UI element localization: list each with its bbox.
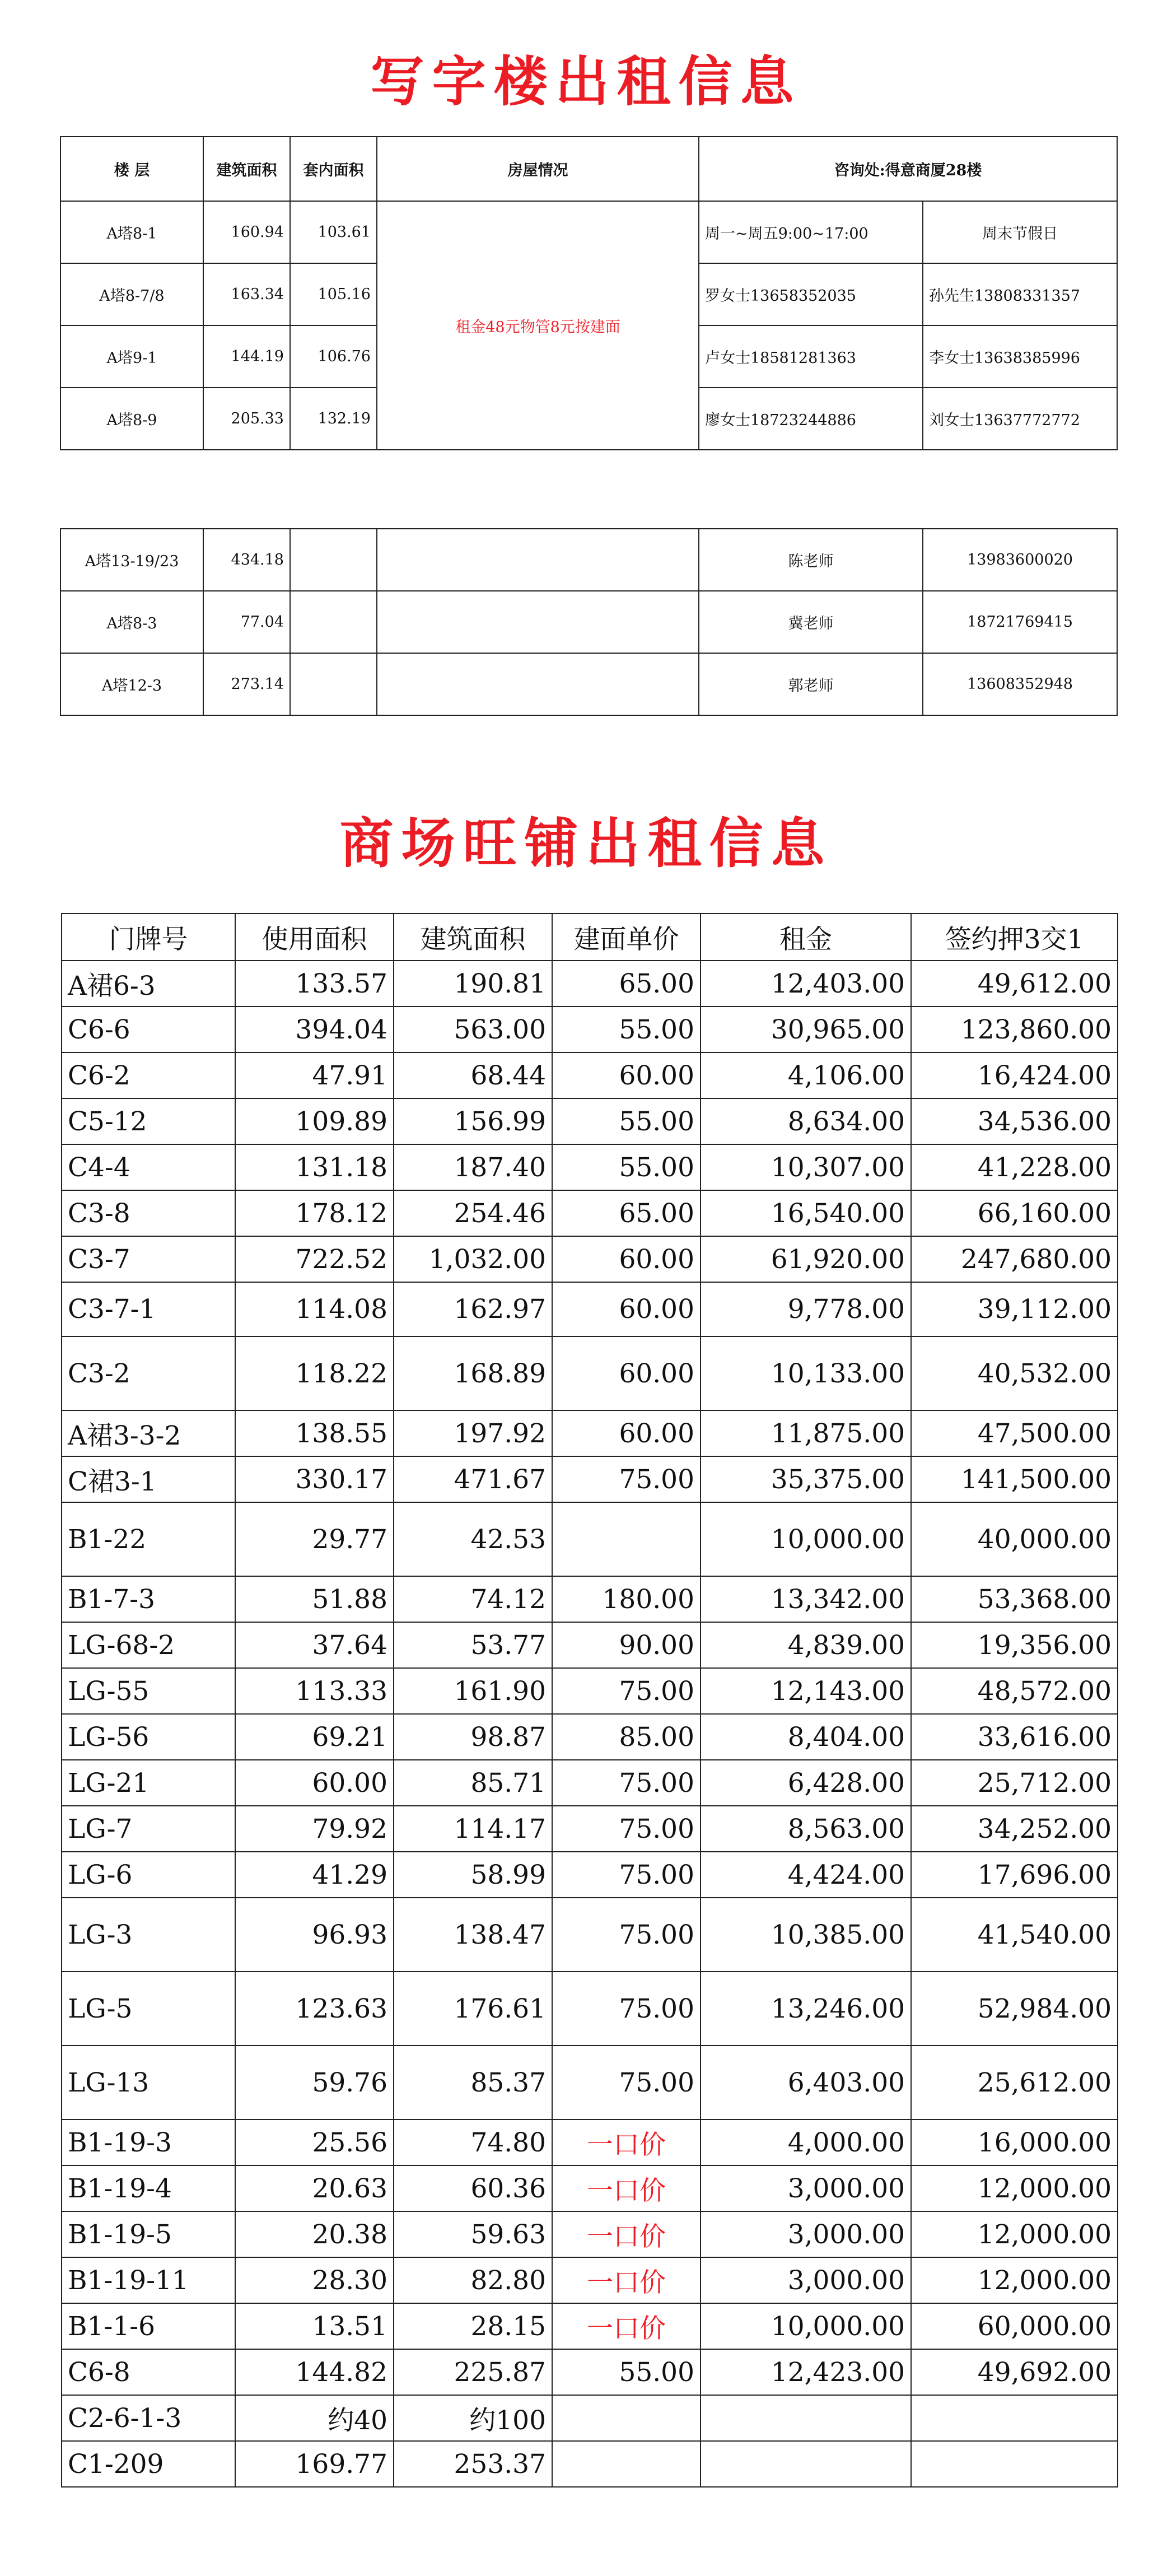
use-area-cell: 29.77 (235, 1502, 394, 1576)
floor-cell: A塔9-1 (60, 325, 203, 388)
rent-cell: 3,000.00 (701, 2211, 911, 2257)
table-row (62, 2120, 1118, 2165)
contact-cell: 李女士13638385996 (923, 325, 1117, 388)
shop-id-cell: LG-13 (62, 2046, 235, 2120)
unit-price-cell: 一口价 (552, 2257, 701, 2303)
table-row (62, 1806, 1118, 1852)
shop-table (61, 913, 1118, 2488)
build-area-cell: 约100 (394, 2395, 552, 2441)
table-row (62, 2303, 1118, 2349)
unit-price-cell: 55.00 (552, 1098, 701, 1144)
table-row (62, 2349, 1118, 2395)
use-area-cell: 118.22 (235, 1336, 394, 1410)
shop-id-cell: LG-56 (62, 1714, 235, 1760)
rent-cell: 30,965.00 (701, 1007, 911, 1052)
table-row (62, 1576, 1118, 1622)
build-area-cell: 85.37 (394, 2046, 552, 2120)
deposit-cell: 34,252.00 (911, 1806, 1118, 1852)
deposit-cell: 19,356.00 (911, 1622, 1118, 1668)
build-area-cell: 60.36 (394, 2165, 552, 2211)
rent-cell: 4,839.00 (701, 1622, 911, 1668)
shop-id-cell: C3-2 (62, 1336, 235, 1410)
use-area-cell: 37.64 (235, 1622, 394, 1668)
office-header-row (60, 137, 1117, 201)
header-rent: 租金 (701, 914, 911, 961)
rent-cell (701, 2441, 911, 2487)
office-table-2 (60, 528, 1118, 716)
use-area-cell: 约40 (235, 2395, 394, 2441)
header-inner-area: 套内面积 (290, 137, 377, 201)
build-area-cell: 98.87 (394, 1714, 552, 1760)
inner-area-cell: 103.61 (290, 201, 377, 263)
floor-cell: A塔8-3 (60, 591, 203, 653)
unit-price-cell: 60.00 (552, 1282, 701, 1336)
rent-cell: 12,143.00 (701, 1668, 911, 1714)
building-area-cell: 144.19 (203, 325, 290, 388)
unit-price-cell: 60.00 (552, 1410, 701, 1456)
inner-area-cell (290, 653, 377, 715)
unit-price-cell: 65.00 (552, 961, 701, 1007)
build-area-cell: 161.90 (394, 1668, 552, 1714)
use-area-cell: 178.12 (235, 1190, 394, 1236)
shop-id-cell: C1-209 (62, 2441, 235, 2487)
office-title: 写字楼出租信息 (370, 50, 802, 113)
use-area-cell: 133.57 (235, 961, 394, 1007)
build-area-cell: 85.71 (394, 1760, 552, 1806)
use-area-cell: 41.29 (235, 1852, 394, 1898)
table-row (62, 1236, 1118, 1282)
rent-cell: 3,000.00 (701, 2257, 911, 2303)
header-floor: 楼 层 (60, 137, 203, 201)
deposit-cell: 49,612.00 (911, 961, 1118, 1007)
shop-id-cell: B1-19-3 (62, 2120, 235, 2165)
rent-cell: 9,778.00 (701, 1282, 911, 1336)
use-area-cell: 131.18 (235, 1144, 394, 1190)
table-row (62, 2257, 1118, 2303)
table-row (60, 201, 1117, 263)
contact-cell: 刘女士13637772772 (923, 388, 1117, 450)
table-row (62, 2165, 1118, 2211)
build-area-cell: 114.17 (394, 1806, 552, 1852)
floor-cell: A塔8-1 (60, 201, 203, 263)
build-area-cell: 68.44 (394, 1052, 552, 1098)
shop-id-cell: LG-6 (62, 1852, 235, 1898)
use-area-cell: 60.00 (235, 1760, 394, 1806)
unit-price-cell: 55.00 (552, 1007, 701, 1052)
rent-cell: 4,106.00 (701, 1052, 911, 1098)
use-area-cell: 109.89 (235, 1098, 394, 1144)
deposit-cell: 60,000.00 (911, 2303, 1118, 2349)
use-area-cell: 123.63 (235, 1972, 394, 2046)
use-area-cell: 47.91 (235, 1052, 394, 1098)
condition-cell (377, 653, 699, 715)
inner-area-cell (290, 529, 377, 591)
condition-cell (377, 591, 699, 653)
table-row (62, 1502, 1118, 1576)
build-area-cell: 53.77 (394, 1622, 552, 1668)
table-row (62, 1190, 1118, 1236)
contact-cell: 罗女士13658352035 (699, 263, 923, 325)
shop-id-cell: LG-21 (62, 1760, 235, 1806)
rent-cell: 13,246.00 (701, 1972, 911, 2046)
table-row (62, 1007, 1118, 1052)
shop-id-cell: C2-6-1-3 (62, 2395, 235, 2441)
deposit-cell: 47,500.00 (911, 1410, 1118, 1456)
header-shop-id: 门牌号 (62, 914, 235, 961)
table-row (60, 653, 1117, 715)
table-row (62, 1898, 1118, 1972)
build-area-cell: 187.40 (394, 1144, 552, 1190)
build-area-cell: 1,032.00 (394, 1236, 552, 1282)
build-area-cell: 254.46 (394, 1190, 552, 1236)
deposit-cell: 33,616.00 (911, 1714, 1118, 1760)
build-area-cell: 168.89 (394, 1336, 552, 1410)
rent-cell: 8,563.00 (701, 1806, 911, 1852)
unit-price-cell: 60.00 (552, 1336, 701, 1410)
shop-id-cell: C3-8 (62, 1190, 235, 1236)
contact-name: 陈老师 (699, 529, 923, 591)
rent-cell: 6,428.00 (701, 1760, 911, 1806)
use-area-cell: 113.33 (235, 1668, 394, 1714)
table-row (62, 1144, 1118, 1190)
build-area-cell: 74.12 (394, 1576, 552, 1622)
deposit-cell: 25,612.00 (911, 2046, 1118, 2120)
deposit-cell: 12,000.00 (911, 2165, 1118, 2211)
deposit-cell (911, 2395, 1118, 2441)
deposit-cell: 48,572.00 (911, 1668, 1118, 1714)
unit-price-cell: 180.00 (552, 1576, 701, 1622)
rent-cell: 12,423.00 (701, 2349, 911, 2395)
deposit-cell: 49,692.00 (911, 2349, 1118, 2395)
floor-cell: A塔8-7/8 (60, 263, 203, 325)
contact-phone: 13608352948 (923, 653, 1117, 715)
build-area-cell: 176.61 (394, 1972, 552, 2046)
building-area-cell: 205.33 (203, 388, 290, 450)
shop-id-cell: LG-68-2 (62, 1622, 235, 1668)
table-row (62, 2395, 1118, 2441)
unit-price-cell: 65.00 (552, 1190, 701, 1236)
build-area-cell: 225.87 (394, 2349, 552, 2395)
build-area-cell: 74.80 (394, 2120, 552, 2165)
build-area-cell: 28.15 (394, 2303, 552, 2349)
floor-cell: A塔13-19/23 (60, 529, 203, 591)
use-area-cell: 79.92 (235, 1806, 394, 1852)
deposit-cell: 41,540.00 (911, 1898, 1118, 1972)
office-table (60, 136, 1118, 450)
table-row (62, 1052, 1118, 1098)
deposit-cell: 39,112.00 (911, 1282, 1118, 1336)
use-area-cell: 96.93 (235, 1898, 394, 1972)
shop-id-cell: C6-6 (62, 1007, 235, 1052)
shop-id-cell: C3-7-1 (62, 1282, 235, 1336)
condition-cell (377, 529, 699, 591)
rent-cell: 8,404.00 (701, 1714, 911, 1760)
table-row (62, 1456, 1118, 1502)
contact-cell: 孙先生13808331357 (923, 263, 1117, 325)
table-row (62, 1668, 1118, 1714)
table-row (62, 1760, 1118, 1806)
shop-id-cell: B1-19-5 (62, 2211, 235, 2257)
rent-cell: 61,920.00 (701, 1236, 911, 1282)
use-area-cell: 169.77 (235, 2441, 394, 2487)
table-row (62, 1410, 1118, 1456)
floor-cell: A塔8-9 (60, 388, 203, 450)
shop-id-cell: C裙3-1 (62, 1456, 235, 1502)
shop-id-cell: B1-7-3 (62, 1576, 235, 1622)
table-row (62, 1336, 1118, 1410)
table-row (62, 1714, 1118, 1760)
unit-price-cell (552, 2441, 701, 2487)
table-row (62, 1622, 1118, 1668)
unit-price-cell: 90.00 (552, 1622, 701, 1668)
shop-id-cell: B1-19-11 (62, 2257, 235, 2303)
contact-phone: 18721769415 (923, 591, 1117, 653)
build-area-cell: 59.63 (394, 2211, 552, 2257)
table-row (62, 2211, 1118, 2257)
unit-price-cell: 75.00 (552, 2046, 701, 2120)
deposit-cell: 12,000.00 (911, 2211, 1118, 2257)
contact-cell: 卢女士18581281363 (699, 325, 923, 388)
use-area-cell: 330.17 (235, 1456, 394, 1502)
unit-price-cell: 75.00 (552, 1668, 701, 1714)
deposit-cell: 25,712.00 (911, 1760, 1118, 1806)
deposit-cell: 247,680.00 (911, 1236, 1118, 1282)
shop-id-cell: A裙3-3-2 (62, 1410, 235, 1456)
inner-area-cell: 105.16 (290, 263, 377, 325)
build-area-cell: 197.92 (394, 1410, 552, 1456)
use-area-cell: 51.88 (235, 1576, 394, 1622)
shop-id-cell: C6-2 (62, 1052, 235, 1098)
contact-phone: 13983600020 (923, 529, 1117, 591)
inner-area-cell: 132.19 (290, 388, 377, 450)
deposit-cell: 41,228.00 (911, 1144, 1118, 1190)
build-area-cell: 82.80 (394, 2257, 552, 2303)
deposit-cell: 53,368.00 (911, 1576, 1118, 1622)
rent-cell: 8,634.00 (701, 1098, 911, 1144)
rent-cell: 12,403.00 (701, 961, 911, 1007)
use-area-cell: 722.52 (235, 1236, 394, 1282)
shop-id-cell: LG-7 (62, 1806, 235, 1852)
shop-id-cell: B1-22 (62, 1502, 235, 1576)
unit-price-cell: 75.00 (552, 1760, 701, 1806)
deposit-cell: 40,000.00 (911, 1502, 1118, 1576)
header-condition: 房屋情况 (377, 137, 699, 201)
unit-price-cell: 75.00 (552, 1898, 701, 1972)
unit-price-cell (552, 1502, 701, 1576)
unit-price-cell: 一口价 (552, 2303, 701, 2349)
build-area-cell: 190.81 (394, 961, 552, 1007)
shop-id-cell: LG-5 (62, 1972, 235, 2046)
deposit-cell: 40,532.00 (911, 1336, 1118, 1410)
deposit-cell (911, 2441, 1118, 2487)
unit-price-cell: 75.00 (552, 1806, 701, 1852)
header-unit-price: 建面单价 (552, 914, 701, 961)
use-area-cell: 13.51 (235, 2303, 394, 2349)
header-build-area: 建筑面积 (394, 914, 552, 961)
rent-cell: 4,000.00 (701, 2120, 911, 2165)
rent-cell: 13,342.00 (701, 1576, 911, 1622)
shop-id-cell: C3-7 (62, 1236, 235, 1282)
deposit-cell: 17,696.00 (911, 1852, 1118, 1898)
table-row (62, 2441, 1118, 2487)
table-row (62, 2046, 1118, 2120)
weekend-label: 周末节假日 (923, 201, 1117, 263)
use-area-cell: 138.55 (235, 1410, 394, 1456)
shop-id-cell: B1-1-6 (62, 2303, 235, 2349)
build-area-cell: 162.97 (394, 1282, 552, 1336)
shop-title: 商场旺铺出租信息 (339, 812, 833, 875)
use-area-cell: 114.08 (235, 1282, 394, 1336)
unit-price-cell: 一口价 (552, 2211, 701, 2257)
build-area-cell: 253.37 (394, 2441, 552, 2487)
contact-name: 郭老师 (699, 653, 923, 715)
rent-cell: 10,133.00 (701, 1336, 911, 1410)
contact-name: 冀老师 (699, 591, 923, 653)
rent-cell: 16,540.00 (701, 1190, 911, 1236)
building-area-cell: 160.94 (203, 201, 290, 263)
deposit-cell: 141,500.00 (911, 1456, 1118, 1502)
rent-cell: 10,385.00 (701, 1898, 911, 1972)
unit-price-cell (552, 2395, 701, 2441)
building-area-cell: 77.04 (203, 591, 290, 653)
deposit-cell: 66,160.00 (911, 1190, 1118, 1236)
table-row (60, 591, 1117, 653)
table-row (62, 1852, 1118, 1898)
unit-price-cell: 55.00 (552, 1144, 701, 1190)
rent-cell (701, 2395, 911, 2441)
inner-area-cell: 106.76 (290, 325, 377, 388)
shop-id-cell: C6-8 (62, 2349, 235, 2395)
build-area-cell: 58.99 (394, 1852, 552, 1898)
unit-price-cell: 55.00 (552, 2349, 701, 2395)
use-area-cell: 25.56 (235, 2120, 394, 2165)
unit-price-cell: 75.00 (552, 1852, 701, 1898)
rent-cell: 3,000.00 (701, 2165, 911, 2211)
build-area-cell: 471.67 (394, 1456, 552, 1502)
rent-cell: 4,424.00 (701, 1852, 911, 1898)
table-row (60, 529, 1117, 591)
table-row (62, 1282, 1118, 1336)
building-area-cell: 434.18 (203, 529, 290, 591)
rent-cell: 11,875.00 (701, 1410, 911, 1456)
shop-id-cell: LG-3 (62, 1898, 235, 1972)
rent-cell: 10,000.00 (701, 2303, 911, 2349)
shop-id-cell: A裙6-3 (62, 961, 235, 1007)
inner-area-cell (290, 591, 377, 653)
shop-id-cell: B1-19-4 (62, 2165, 235, 2211)
shop-id-cell: C5-12 (62, 1098, 235, 1144)
deposit-cell: 16,000.00 (911, 2120, 1118, 2165)
unit-price-cell: 85.00 (552, 1714, 701, 1760)
use-area-cell: 28.30 (235, 2257, 394, 2303)
build-area-cell: 156.99 (394, 1098, 552, 1144)
header-contact: 咨询处:得意商厦28楼 (699, 137, 1117, 201)
rent-cell: 6,403.00 (701, 2046, 911, 2120)
table-row (62, 1098, 1118, 1144)
shop-id-cell: LG-55 (62, 1668, 235, 1714)
header-deposit: 签约押3交1 (911, 914, 1118, 961)
rent-cell: 35,375.00 (701, 1456, 911, 1502)
weekday-label: 周一~周五9:00~17:00 (699, 201, 923, 263)
deposit-cell: 12,000.00 (911, 2257, 1118, 2303)
use-area-cell: 69.21 (235, 1714, 394, 1760)
shop-id-cell: C4-4 (62, 1144, 235, 1190)
unit-price-cell: 75.00 (552, 1972, 701, 2046)
table-row (62, 1972, 1118, 2046)
deposit-cell: 52,984.00 (911, 1972, 1118, 2046)
header-building-area: 建筑面积 (203, 137, 290, 201)
rent-cell: 10,307.00 (701, 1144, 911, 1190)
floor-cell: A塔12-3 (60, 653, 203, 715)
use-area-cell: 20.63 (235, 2165, 394, 2211)
build-area-cell: 138.47 (394, 1898, 552, 1972)
use-area-cell: 144.82 (235, 2349, 394, 2395)
unit-price-cell: 一口价 (552, 2165, 701, 2211)
deposit-cell: 34,536.00 (911, 1098, 1118, 1144)
unit-price-cell: 60.00 (552, 1052, 701, 1098)
header-use-area: 使用面积 (235, 914, 394, 961)
contact-cell: 廖女士18723244886 (699, 388, 923, 450)
unit-price-cell: 60.00 (552, 1236, 701, 1282)
rent-cell: 10,000.00 (701, 1502, 911, 1576)
build-area-cell: 42.53 (394, 1502, 552, 1576)
unit-price-cell: 一口价 (552, 2120, 701, 2165)
building-area-cell: 273.14 (203, 653, 290, 715)
table-row (62, 961, 1118, 1007)
unit-price-cell: 75.00 (552, 1456, 701, 1502)
rent-note: 租金48元物管8元按建面 (377, 201, 699, 450)
use-area-cell: 59.76 (235, 2046, 394, 2120)
shop-header-row (62, 914, 1118, 961)
deposit-cell: 16,424.00 (911, 1052, 1118, 1098)
deposit-cell: 123,860.00 (911, 1007, 1118, 1052)
use-area-cell: 394.04 (235, 1007, 394, 1052)
use-area-cell: 20.38 (235, 2211, 394, 2257)
building-area-cell: 163.34 (203, 263, 290, 325)
shop-table-body (62, 961, 1118, 2487)
build-area-cell: 563.00 (394, 1007, 552, 1052)
